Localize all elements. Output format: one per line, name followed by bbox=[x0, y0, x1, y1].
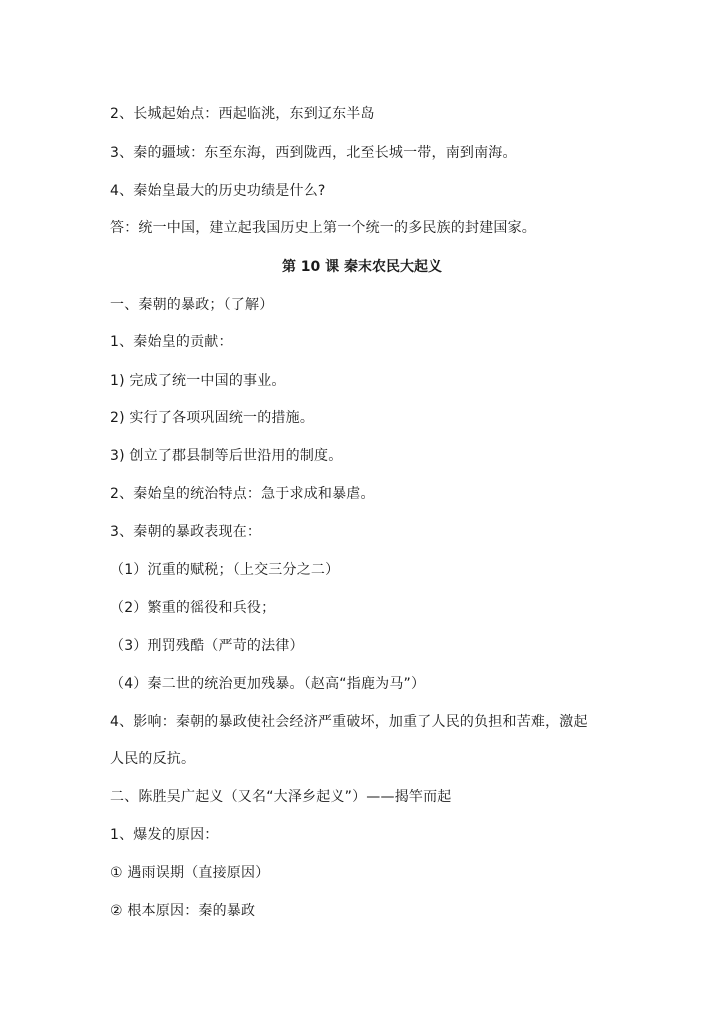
contribution-item: 1) 完成了统一中国的事业。 bbox=[110, 373, 286, 389]
impact-line-continued: 人民的反抗。 bbox=[110, 751, 196, 767]
rule-feature-line: 2、秦始皇的统治特点：急于求成和暴虐。 bbox=[110, 486, 375, 502]
tyranny-item: （1）沉重的赋税；（上交三分之二） bbox=[110, 562, 340, 578]
lesson-title: 第 10 课 秦末农民大起义 bbox=[281, 259, 443, 275]
cause-item: ② 根本原因：秦的暴政 bbox=[110, 903, 256, 919]
section-title-uprising: 二、陈胜吴广起义（又名“大泽乡起义”）——揭竿而起 bbox=[110, 789, 452, 805]
text-line-territory: 3、秦的疆域：东至东海，西到陇西，北至长城一带，南到南海。 bbox=[110, 145, 517, 161]
cause-item: ① 遇雨误期（直接原因） bbox=[110, 865, 270, 881]
tyranny-title: 3、秦朝的暴政表现在： bbox=[110, 524, 262, 540]
cause-title: 1、爆发的原因： bbox=[110, 827, 219, 843]
text-line-answer: 答：统一中国，建立起我国历史上第一个统一的多民族的封建国家。 bbox=[110, 220, 536, 236]
section-title-tyranny: 一、秦朝的暴政；（了解） bbox=[110, 297, 274, 313]
text-line-great-wall: 2、长城起始点：西起临洮，东到辽东半岛 bbox=[110, 106, 375, 122]
contribution-title: 1、秦始皇的贡献： bbox=[110, 334, 233, 350]
impact-line: 4、影响：秦朝的暴政使社会经济严重破坏，加重了人民的负担和苦难，激起 bbox=[110, 714, 588, 730]
tyranny-item: （4）秦二世的统治更加残暴。（赵高“指鹿为马”） bbox=[110, 676, 426, 692]
tyranny-item: （3）刑罚残酷（严苛的法律） bbox=[110, 638, 304, 654]
text-line-question: 4、秦始皇最大的历史功绩是什么? bbox=[110, 183, 326, 199]
contribution-item: 2) 实行了各项巩固统一的措施。 bbox=[110, 410, 315, 426]
tyranny-item: （2）繁重的徭役和兵役； bbox=[110, 600, 276, 616]
contribution-item: 3) 创立了郡县制等后世沿用的制度。 bbox=[110, 448, 343, 464]
